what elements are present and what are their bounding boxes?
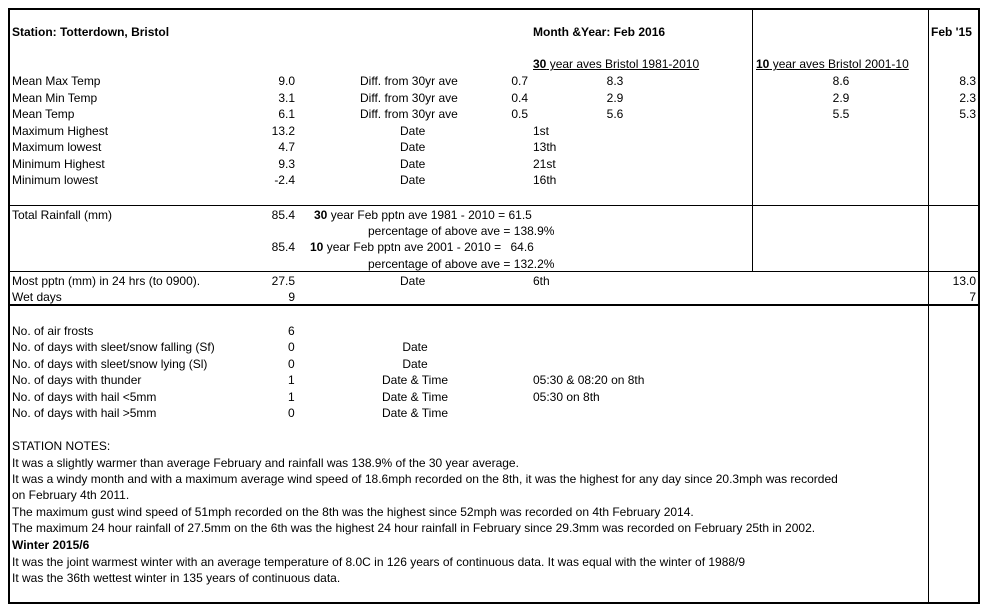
divider-pptn-top <box>8 271 978 272</box>
extreme-date-label: Date <box>400 140 426 154</box>
diff-value: 0.4 <box>511 91 528 105</box>
extreme-value: 9.3 <box>278 157 295 171</box>
pptn-date-label: Date <box>400 274 426 288</box>
day-value: 6 <box>288 324 295 338</box>
prev-value: 5.3 <box>959 107 976 121</box>
ave10-header-prefix: 10 <box>756 57 770 71</box>
rainfall-pct10 <box>368 257 554 271</box>
border-top <box>8 8 980 10</box>
note-line: on February 4th 2011. <box>12 488 130 502</box>
rainfall-ave10-value: 64.6 <box>510 240 534 254</box>
temp-value: 3.1 <box>278 91 295 105</box>
extreme-date-label: Date <box>400 157 426 171</box>
day-date-label: Date <box>402 340 428 354</box>
extreme-date: 21st <box>533 157 556 171</box>
border-left <box>8 8 10 604</box>
extreme-label: Maximum lowest <box>12 140 102 154</box>
border-right <box>978 8 980 604</box>
temp-value: 9.0 <box>278 74 295 88</box>
prev-value: 8.3 <box>959 74 976 88</box>
diff-label: Diff. from 30yr ave <box>360 107 458 121</box>
divider-days-top <box>8 304 978 306</box>
pptn-label: Most pptn (mm) in 24 hrs (to 0900). <box>12 274 201 288</box>
day-label: No. of days with thunder <box>12 373 142 387</box>
pptn-prev: 13.0 <box>952 274 976 288</box>
ave30-value: 8.3 <box>606 74 624 88</box>
prev-value: 2.3 <box>959 91 976 105</box>
month-year-title: Month &Year: Feb 2016 <box>533 25 666 39</box>
rainfall-value-2: 85.4 <box>271 240 295 254</box>
day-date-label: Date & Time <box>381 373 449 387</box>
extreme-date: 13th <box>533 140 557 154</box>
day-date-label: Date & Time <box>381 390 449 404</box>
day-date-label: Date & Time <box>381 406 449 420</box>
wet-days-prev: 7 <box>969 290 976 304</box>
day-date: 05:30 on 8th <box>533 390 600 404</box>
wet-days-label: Wet days <box>12 290 62 304</box>
divider-col-prev <box>928 8 929 604</box>
day-date-label: Date <box>402 357 428 371</box>
day-label: No. of days with hail <5mm <box>12 390 157 404</box>
extreme-value: -2.4 <box>274 173 295 187</box>
divider-rain-top <box>8 205 978 206</box>
rainfall-pct30 <box>368 224 554 238</box>
temp-label: Mean Temp <box>12 107 75 121</box>
notes-heading: STATION NOTES: <box>12 439 111 453</box>
temp-label: Mean Min Temp <box>12 91 98 105</box>
station-title: Station: Totterdown, Bristol <box>12 25 170 39</box>
rainfall-ave30 <box>314 208 532 222</box>
day-value: 1 <box>288 390 295 404</box>
extreme-label: Maximum Highest <box>12 124 109 138</box>
prev-year-title: Feb '15 <box>931 25 972 39</box>
note-line: It was a slightly warmer than average February and rainfall was 138.9% of the 30 year average. <box>12 456 519 470</box>
extreme-date: 16th <box>533 173 557 187</box>
extreme-label: Minimum Highest <box>12 157 105 171</box>
divider-col-10yr <box>752 8 753 271</box>
winter-heading: Winter 2015/6 <box>12 538 90 552</box>
note-line: It was a windy month and with a maximum average wind speed of 18.6mph recorded on the 8th, it was the highest for any day since 20.3mph was recorded <box>12 472 838 486</box>
diff-value: 0.5 <box>511 107 528 121</box>
day-label: No. of days with hail >5mm <box>12 406 157 420</box>
ave30-header <box>533 57 699 71</box>
day-label: No. of air frosts <box>12 324 94 338</box>
rainfall-pct10-value: 132.2% <box>513 257 555 271</box>
winter-line: It was the 36th wettest winter in 135 years of continuous data. <box>12 571 341 585</box>
temp-value: 6.1 <box>278 107 295 121</box>
day-value: 0 <box>288 357 295 371</box>
rainfall-ave10-text: year Feb pptn ave 2001 - 2010 = <box>323 240 505 254</box>
day-label: No. of days with sleet/snow falling (Sf) <box>12 340 215 354</box>
ave10-header <box>756 57 909 71</box>
rainfall-pct10-label: percentage of above ave = <box>368 257 514 271</box>
extreme-label: Minimum lowest <box>12 173 99 187</box>
diff-label: Diff. from 30yr ave <box>360 91 458 105</box>
note-line: The maximum gust wind speed of 51mph recorded on the 8th was the highest since 52mph was recorded on 4th February 2014. <box>12 505 694 519</box>
pptn-value: 27.5 <box>271 274 295 288</box>
diff-label: Diff. from 30yr ave <box>360 74 458 88</box>
ave30-value: 5.6 <box>606 107 624 121</box>
ave10-value: 8.6 <box>832 74 850 88</box>
day-date: 05:30 & 08:20 on 8th <box>533 373 645 387</box>
border-bottom <box>8 602 980 604</box>
ave30-header-prefix: 30 <box>533 57 547 71</box>
ave10-value: 2.9 <box>832 91 850 105</box>
extreme-date-label: Date <box>400 124 426 138</box>
day-value: 0 <box>288 406 295 420</box>
day-value: 0 <box>288 340 295 354</box>
rainfall-ave10-prefix: 10 <box>310 240 324 254</box>
ave30-header-text: year aves Bristol 1981-2010 <box>546 57 700 71</box>
ave10-header-text: year aves Bristol 2001-10 <box>769 57 909 71</box>
extreme-date: 1st <box>533 124 550 138</box>
note-line: The maximum 24 hour rainfall of 27.5mm on the 6th was the highest 24 hour rainfall in February since 29.3mm was recorded on February 25th in 2002. <box>12 521 816 535</box>
rainfall-pct30-label: percentage of above ave = <box>368 224 514 238</box>
rainfall-ave30-text: year Feb pptn ave 1981 - 2010 = <box>327 208 509 222</box>
winter-line: It was the joint warmest winter with an average temperature of 8.0C in 126 years of continuous data. It was equal with the winter of 1988/9 <box>12 555 746 569</box>
rainfall-label: Total Rainfall (mm) <box>12 208 113 222</box>
rainfall-ave10 <box>310 240 534 254</box>
extreme-value: 13.2 <box>271 124 295 138</box>
rainfall-ave30-prefix: 30 <box>314 208 328 222</box>
extreme-value: 4.7 <box>278 140 295 154</box>
extreme-date-label: Date <box>400 173 426 187</box>
rainfall-pct30-value: 138.9% <box>513 224 555 238</box>
rainfall-ave30-value: 61.5 <box>508 208 532 222</box>
temp-label: Mean Max Temp <box>12 74 101 88</box>
wet-days-value: 9 <box>288 290 295 304</box>
diff-value: 0.7 <box>511 74 528 88</box>
pptn-date: 6th <box>533 274 550 288</box>
day-label: No. of days with sleet/snow lying (Sl) <box>12 357 208 371</box>
ave30-value: 2.9 <box>606 91 624 105</box>
ave10-value: 5.5 <box>832 107 850 121</box>
day-value: 1 <box>288 373 295 387</box>
rainfall-value: 85.4 <box>271 208 295 222</box>
